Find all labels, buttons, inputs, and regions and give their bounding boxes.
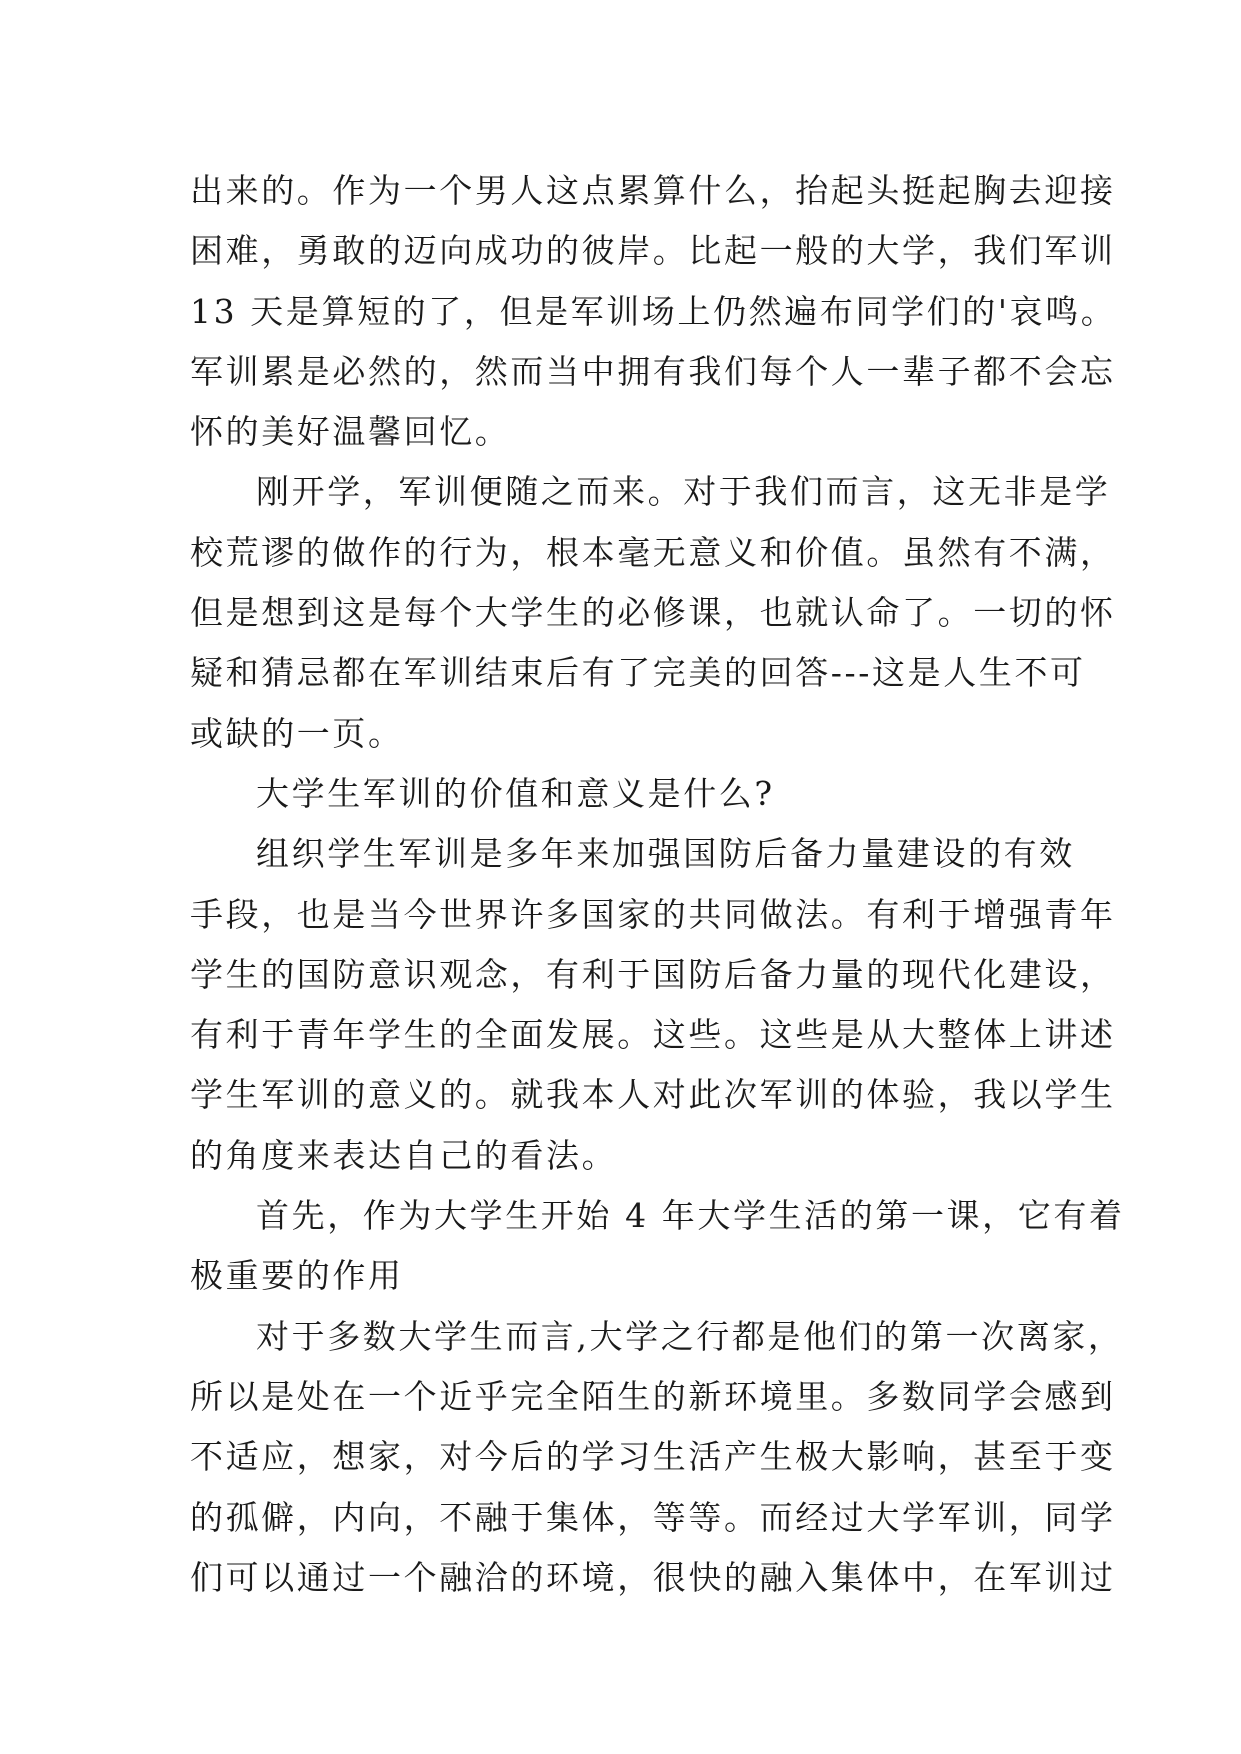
text-line: 手段，也是当今世界许多国家的共同做法。有利于增强青年	[190, 894, 1116, 934]
text-line: 刚开学，军训便随之而来。对于我们而言，这无非是学	[256, 472, 1111, 512]
text-line: 13 天是算短的了，但是军训场上仍然遍布同学们的'哀鸣。	[190, 291, 1117, 331]
text-line: 所以是处在一个近乎完全陌生的新环境里。多数同学会感到	[190, 1376, 1116, 1416]
text-line: 不适应，想家，对今后的学习生活产生极大影响，甚至于变	[190, 1437, 1116, 1477]
document-page	[190, 161, 1125, 1608]
text-line: 们可以通过一个融洽的环境，很快的融入集体中，在军训过	[190, 1557, 1116, 1597]
text-line: 的角度来表达自己的看法。	[190, 1135, 618, 1175]
text-line: 组织学生军训是多年来加强国防后备力量建设的有效	[256, 834, 1075, 874]
text-line: 出来的。作为一个男人这点累算什么，抬起头挺起胸去迎接	[190, 171, 1116, 210]
text-line: 疑和猜忌都在军训结束后有了完美的回答---这是人生不可	[190, 653, 1086, 693]
text-line: 但是想到这是每个大学生的必修课，也就认命了。一切的怀	[190, 593, 1116, 633]
text-line: 学生的国防意识观念，有利于国防后备力量的现代化建设，	[190, 954, 1116, 994]
text-line: 首先，作为大学生开始 4 年大学生活的第一课，它有着	[256, 1196, 1125, 1236]
text-line: 大学生军训的价值和意义是什么?	[256, 773, 775, 813]
text-line: 或缺的一页。	[190, 713, 404, 753]
text-line: 有利于青年学生的全面发展。这些。这些是从大整体上讲述	[190, 1015, 1116, 1055]
text-line: 困难，勇敢的迈向成功的彼岸。比起一般的大学，我们军训	[190, 231, 1116, 271]
text-line: 对于多数大学生而言,大学之行都是他们的第一次离家，	[256, 1316, 1124, 1356]
text-line: 军训累是必然的，然而当中拥有我们每个人一辈子都不会忘	[190, 351, 1116, 391]
text-line: 学生军训的意义的。就我本人对此次军训的体验，我以学生	[190, 1075, 1116, 1115]
text-line: 怀的美好温馨回忆。	[190, 412, 511, 452]
text-line: 校荒谬的做作的行为，根本毫无意义和价值。虽然有不满，	[190, 532, 1116, 572]
text-line: 极重要的作用	[190, 1256, 404, 1296]
text-line: 的孤僻，内向，不融于集体，等等。而经过大学军训，同学	[190, 1497, 1116, 1537]
